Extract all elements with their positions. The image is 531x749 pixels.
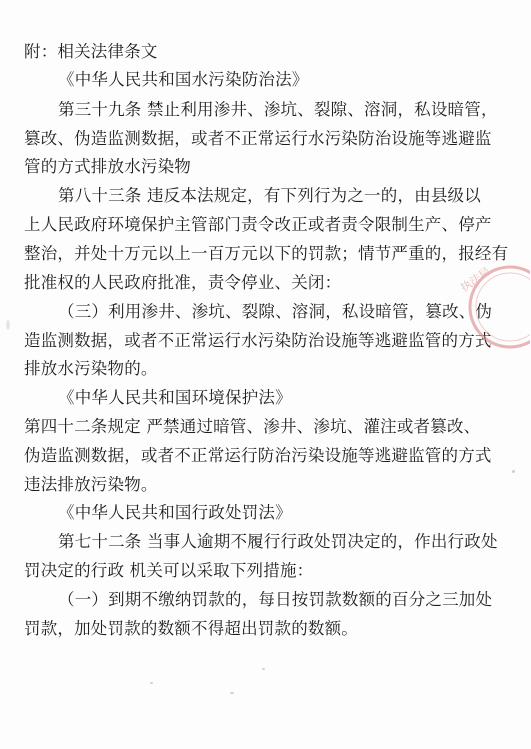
item-3-line-1: （三）利用渗井、渗坑、裂隙、溶洞，私设暗管，篡改、伪 — [58, 302, 493, 321]
appendix-heading: 附：相关法律条文 — [24, 42, 158, 61]
article-83-line-1: 第八十三条 违反本法规定，有下列行为之一的，由县级以 — [58, 186, 481, 205]
official-seal — [440, 262, 530, 352]
law-title-administrative-penalty: 《中华人民共和国行政处罚法》 — [58, 503, 292, 522]
article-83-line-4: 批准权的人民政府批准，责令停业、关闭： — [24, 273, 342, 292]
scan-speck — [262, 668, 265, 670]
article-42-line-2: 伪造监测数据，或者不正常运行防治污染设施等逃避监管的方式 — [24, 446, 492, 465]
article-42-line-3: 违法排放污染物。 — [24, 475, 158, 494]
item-3-line-3: 排放水污染物的。 — [24, 359, 158, 378]
scan-speck — [512, 470, 515, 473]
item-1-line-1: （一）到期不缴纳罚款的，每日按罚款数额的百分之三加处 — [58, 590, 493, 609]
article-83-line-2: 上人民政府环境保护主管部门责令改正或者责令限制生产、停产 — [24, 215, 492, 234]
article-39-line-2: 篡改、伪造监测数据，或者不正常运行水污染防治设施等逃避监 — [24, 129, 492, 148]
scan-speck — [6, 320, 10, 330]
law-title-environmental-protection: 《中华人民共和国环境保护法》 — [58, 388, 292, 407]
law-title-water-pollution: 《中华人民共和国水污染防治法》 — [58, 70, 309, 89]
item-1-line-2: 罚款，加处罚款的数额不得超出罚款的数额。 — [24, 619, 358, 638]
article-39-line-3: 管的方式排放水污染物 — [24, 157, 191, 176]
article-72-line-1: 第七十二条 当事人逾期不履行行政处罚决定的，作出行政处 — [58, 532, 498, 551]
item-3-line-2: 造监测数据，或者不正常运行水污染防治设施等逃避监管的方式 — [24, 331, 492, 350]
svg-text:执法局: 执法局 — [458, 264, 493, 295]
article-42-line-1: 第四十二条规定 严禁通过暗管、渗井、渗坑、灌注或者篡改、 — [24, 417, 481, 436]
article-83-line-3: 整治，并处十万元以上一百万元以下的罚款；情节严重的，报经有 — [24, 244, 509, 263]
scan-speck — [150, 682, 153, 684]
article-39-line-1: 第三十九条 禁止利用渗井、渗坑、裂隙、溶洞，私设暗管， — [58, 100, 498, 119]
scan-speck — [230, 692, 234, 694]
article-72-line-2: 罚决定的行政 机关可以采取下列措施： — [24, 561, 314, 580]
